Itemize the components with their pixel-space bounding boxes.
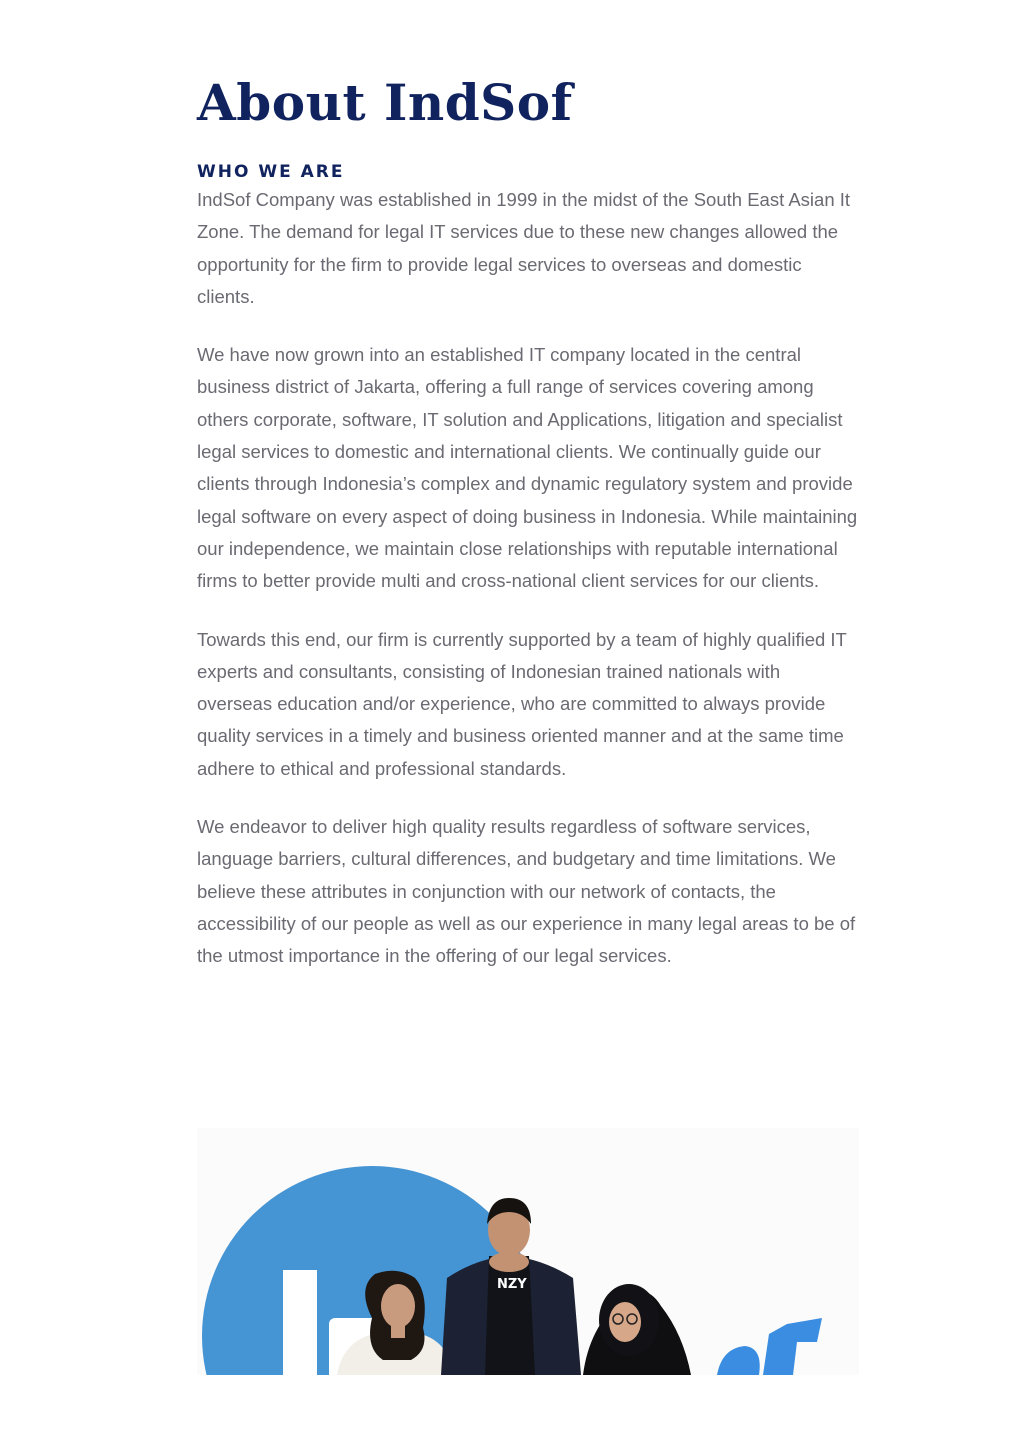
- logo-letter-shape: [717, 1346, 760, 1375]
- paragraph-services: We have now grown into an established IT company located in the central business district of Jakarta, offering a full range of services covering among others corporate, software, IT solution and Applications, litigation and specialist legal services to domestic and international clients. We continually guide our clients through Indonesia’s complex and dynamic regulatory system and provide legal software on every aspect of doing business in Indonesia. While maintaining our independence, we maintain close relationships with reputable international firms to better provide multi and cross-national client services for our clients.: [197, 344, 858, 592]
- shirt-print: NZY: [497, 1277, 527, 1292]
- about-section: [197, 68, 859, 999]
- paragraph-commitment: We endeavor to deliver high quality results regardless of software services, language barriers, cultural differences, and budgetary and time limitations. We believe these attributes in conjunction with our network of contacts, the accessibility of our people as well as our experience in many legal areas to be of the utmost importance in the offering of our legal services.: [197, 816, 856, 967]
- team-photo-illustration: [197, 1128, 859, 1375]
- section-label: WHO WE ARE: [197, 162, 345, 182]
- page-title: About IndSof: [197, 73, 573, 132]
- logo-letter-shape: [763, 1318, 822, 1375]
- team-photo: [197, 1128, 859, 1375]
- logo-letter-shape: [283, 1270, 317, 1375]
- paragraph-history: IndSof Company was established in 1999 in the midst of the South East Asian It Zone. The demand for legal IT services due to these new changes allowed the opportunity for the firm to provide legal services to overseas and domestic clients.: [197, 189, 851, 307]
- person-right: [583, 1284, 691, 1375]
- paragraph-team: Towards this end, our firm is currently supported by a team of highly qualified IT experts and consultants, consisting of Indonesian trained nationals with overseas education and/or experience, who are committed to always provide quality services in a timely and business oriented manner and at the same time adhere to ethical and professional standards.: [197, 628, 847, 779]
